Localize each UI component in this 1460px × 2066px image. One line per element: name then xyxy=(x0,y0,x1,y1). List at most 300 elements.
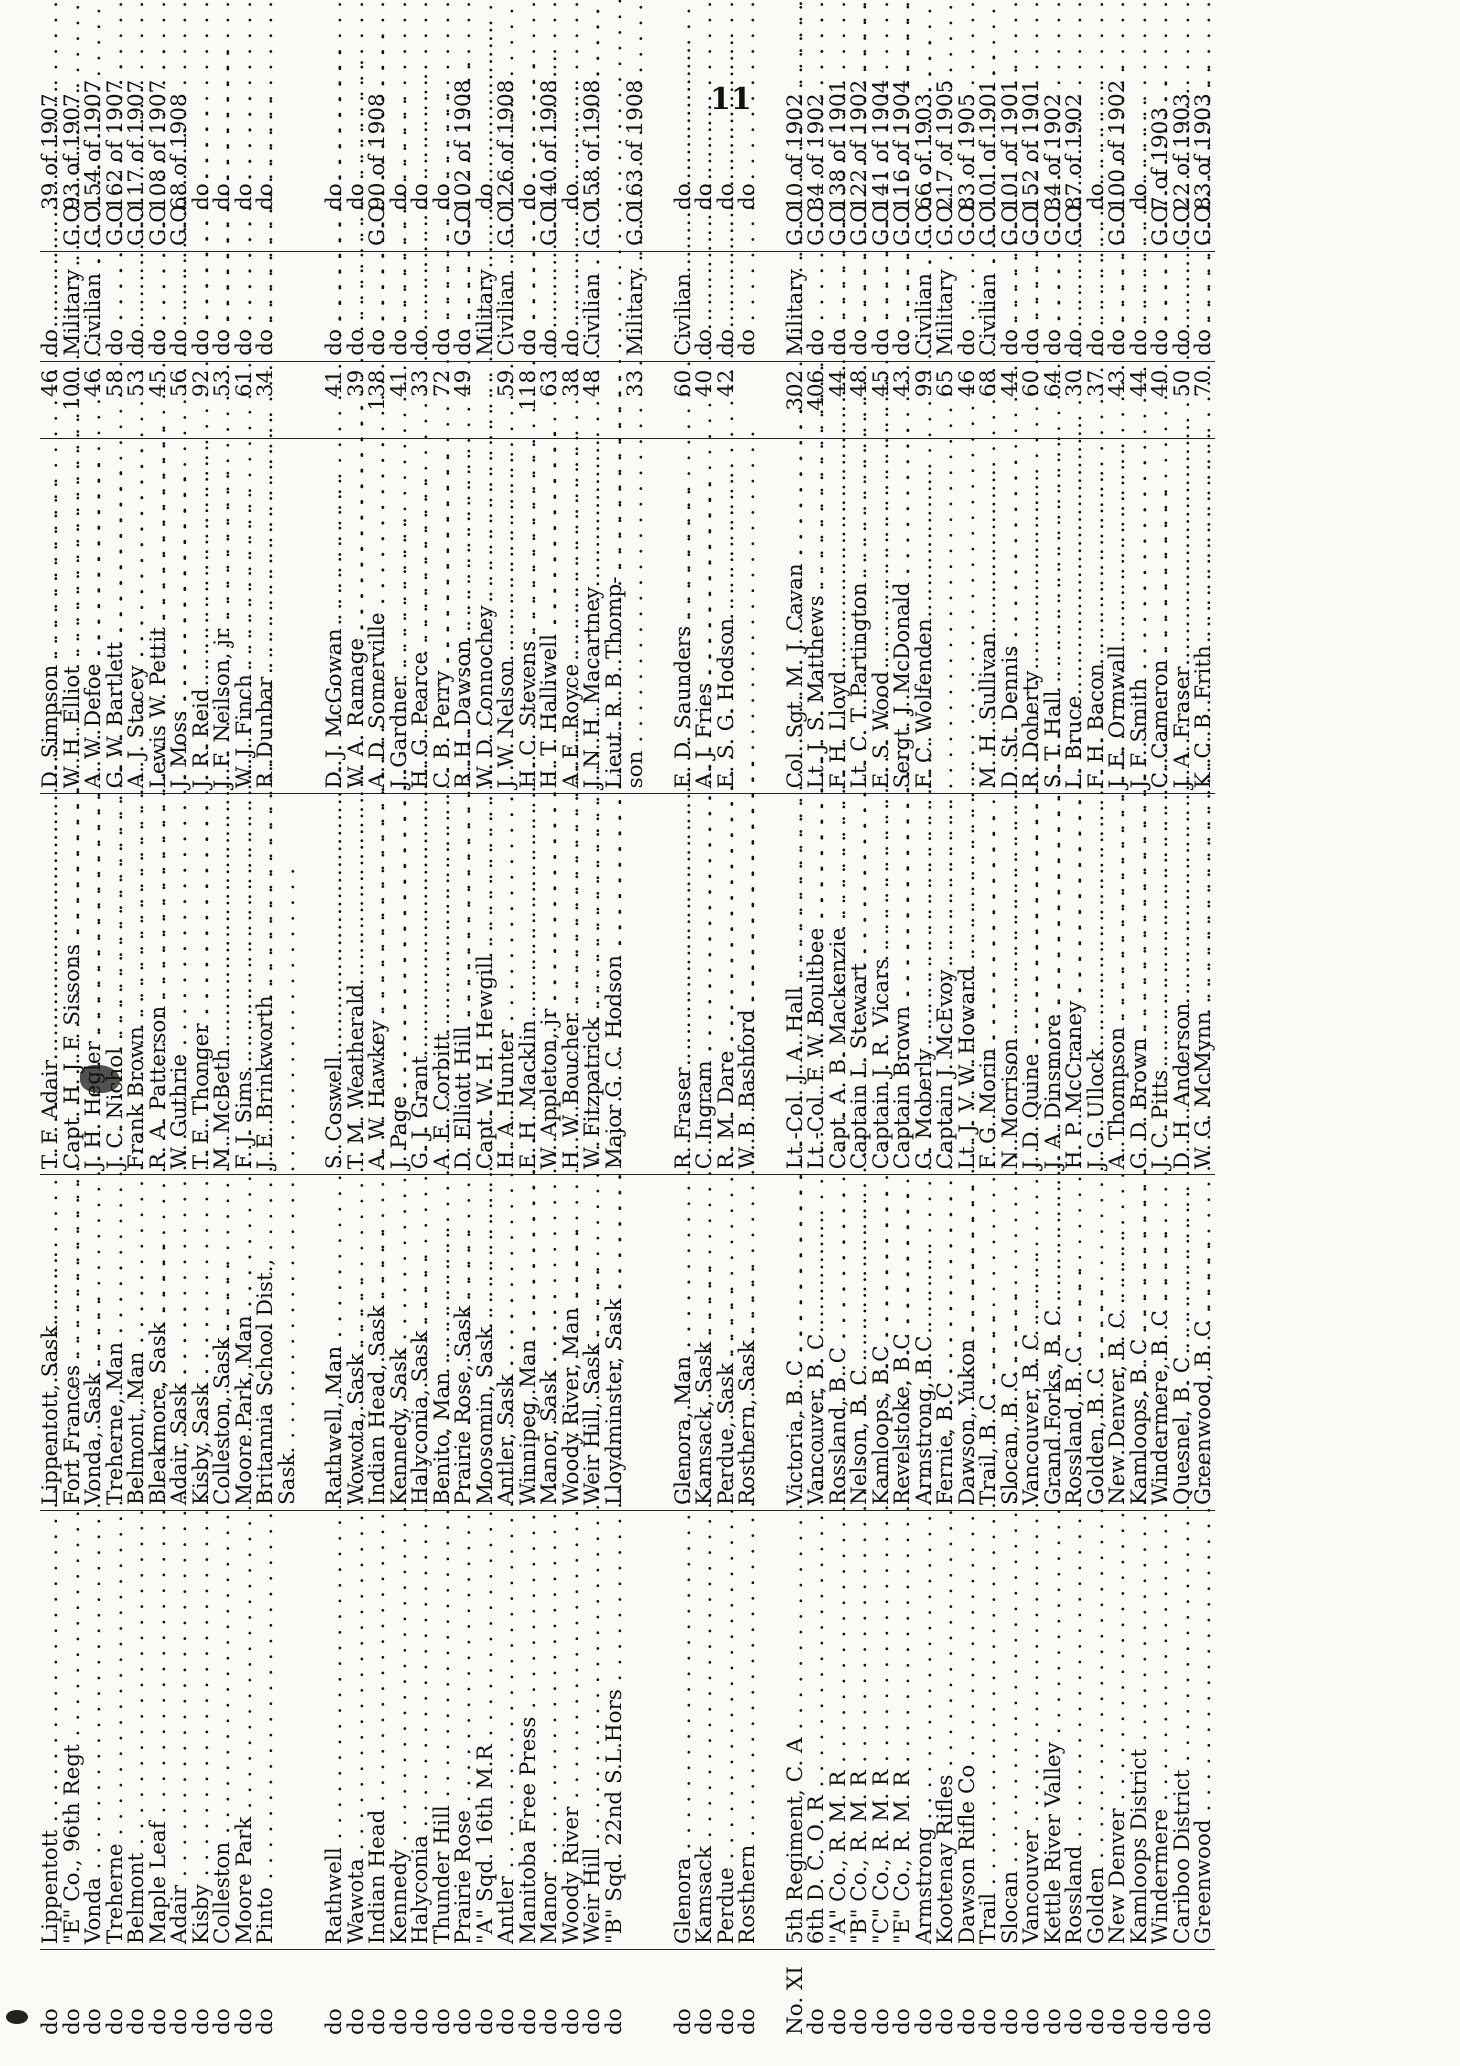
members-cell-text: 92 xyxy=(188,369,214,398)
secretary-cell xyxy=(670,439,696,794)
order-text: 22 of 1903 xyxy=(1169,93,1195,210)
go-tag: G.O. xyxy=(847,199,872,246)
secretary-cell-text: A. D. Somerville . . . xyxy=(365,33,390,789)
type-cell-text: do . . . xyxy=(103,0,128,356)
captain-cell-text: W. Guthrie . . . xyxy=(167,474,192,1169)
order-text: do xyxy=(386,183,412,210)
go-tag: G.O. xyxy=(782,199,808,246)
association-name-cell-text: Manor . . . xyxy=(537,1292,562,1944)
district-cell xyxy=(1040,1950,1066,2040)
association-name-cell xyxy=(496,1511,518,1950)
order-text: do xyxy=(210,183,235,210)
captain-cell xyxy=(496,794,518,1175)
table-row xyxy=(716,90,738,2040)
go-tag: G.O. xyxy=(976,199,1001,246)
go-tag: G.O. xyxy=(102,199,128,246)
order-text: 34 of 1902 xyxy=(1040,93,1066,210)
go-tag: G.O. xyxy=(580,199,605,246)
post-office-cell-text: Rossland, B. C . . . xyxy=(1062,767,1087,1505)
post-office-cell xyxy=(737,1175,759,1511)
post-office-cell xyxy=(126,1175,148,1511)
district-cell xyxy=(539,1950,561,2040)
district-cell-text: do xyxy=(804,2008,829,2035)
secretary-cell xyxy=(625,439,647,794)
association-name-cell xyxy=(472,1511,498,1950)
secretary-cell xyxy=(429,439,455,794)
go-tag: G.O. xyxy=(167,199,192,246)
secretary-cell xyxy=(145,439,171,794)
district-cell xyxy=(1064,1950,1086,2040)
general-order-cell xyxy=(1150,90,1172,251)
secretary-cell xyxy=(277,439,299,794)
captain-cell xyxy=(892,794,914,1175)
order-text: 68 of 1908 xyxy=(167,93,192,210)
table-row xyxy=(191,90,213,2040)
general-order-cell xyxy=(1169,90,1195,251)
association-name-cell xyxy=(1107,1511,1129,1950)
general-order-cell xyxy=(997,79,1023,251)
type-cell-text: do . . . xyxy=(322,0,347,356)
type-cell-text: do . . . xyxy=(253,0,278,356)
captain-cell-text: Capt. A. B. Mackenzie . . . xyxy=(826,348,851,1169)
secretary-cell xyxy=(231,439,257,794)
association-name-cell-text: 6th D. C. O. R . . . xyxy=(804,1216,829,1944)
association-name-cell xyxy=(601,1511,627,1950)
type-cell-text: do . . . xyxy=(1041,0,1066,356)
table-row xyxy=(957,90,979,2040)
association-name-cell-text: Maple Leaf . . . xyxy=(146,1242,171,1945)
district-cell-text: do xyxy=(1105,2008,1130,2035)
post-office-cell-text: Greenwood, B. C . . . xyxy=(1191,741,1216,1505)
district-cell xyxy=(1083,1950,1109,2040)
secretary-cell-text: J. F. Smith . . . xyxy=(1127,98,1152,788)
captain-cell xyxy=(343,794,369,1175)
association-name-cell-text: Woody River . . . xyxy=(559,1227,584,1944)
members-cell xyxy=(277,361,299,438)
post-office-cell-text: Benito, Man . . . xyxy=(430,792,455,1505)
captain-cell-text: D. Elliott Hill . . . xyxy=(451,447,476,1170)
order-text: 158 of 1908 xyxy=(580,79,605,210)
order-text: 100 of 1902 xyxy=(1105,79,1130,210)
secretary-cell-text: R. Doherty . . . xyxy=(1019,91,1044,788)
association-name-cell-text: Indian Head . . . xyxy=(365,1230,390,1944)
district-cell xyxy=(849,1950,871,2040)
association-name-cell xyxy=(935,1511,957,1950)
association-name-cell xyxy=(1126,1511,1152,1950)
association-name-cell-text: Rathwell . . . xyxy=(322,1268,347,1945)
captain-cell xyxy=(601,794,627,1175)
type-cell-text: do . . . xyxy=(232,0,257,356)
type-cell xyxy=(1126,251,1152,361)
district-cell-text: do xyxy=(386,2008,412,2035)
order-text: do xyxy=(429,183,455,210)
table-row xyxy=(475,90,497,2040)
association-name-cell-text: Cariboo District . . . xyxy=(1170,1190,1195,1944)
association-name-cell-text: Pinto . . . xyxy=(253,1308,278,1945)
captain-cell-text: R. Fraser . . . xyxy=(671,488,696,1170)
captain-cell-text: W. B. Bashford . . . xyxy=(735,430,760,1170)
secretary-cell-text: K. C. B. Frith . . . xyxy=(1191,66,1216,789)
type-cell xyxy=(1107,251,1129,361)
post-office-cell-text: Moore Park, Man . . . xyxy=(232,736,257,1505)
secretary-cell xyxy=(324,439,346,794)
table-row xyxy=(105,90,127,2040)
association-name-cell-text: Kamsack . . . xyxy=(692,1266,717,1944)
post-office-cell-text: Trail, B. C . . . xyxy=(976,815,1001,1506)
captain-cell-text: J. E. Brinkworth . . . xyxy=(253,416,278,1170)
post-office-cell-text: Winnipeg, Man . . . xyxy=(516,760,541,1506)
type-cell-text: Civilian . . . xyxy=(494,0,519,356)
post-office-cell-text: Kisby, Sask . . . xyxy=(189,803,214,1505)
order-text: do xyxy=(713,183,739,210)
district-cell-text: do xyxy=(1019,2008,1044,2035)
captain-cell xyxy=(954,794,980,1175)
type-cell-text: do . . . xyxy=(167,0,192,356)
captain-cell xyxy=(212,794,234,1175)
post-office-cell xyxy=(1107,1175,1129,1511)
captain-cell xyxy=(935,794,957,1175)
post-office-cell xyxy=(694,1175,716,1511)
general-order-cell xyxy=(169,90,191,251)
association-name-cell xyxy=(169,1511,191,1950)
type-cell-text: do . . . xyxy=(189,0,214,356)
post-office-cell-text: Vancouver, B. C . . . xyxy=(1019,754,1044,1505)
type-cell xyxy=(1169,251,1195,361)
table-row xyxy=(367,90,389,2040)
type-cell-text: do . . . xyxy=(998,0,1023,356)
association-name-cell xyxy=(1064,1511,1086,1950)
order-text: 93 of 1907 xyxy=(59,93,85,210)
secretary-cell-text: D. J. McGowan . . . xyxy=(322,49,347,789)
table-row xyxy=(62,90,84,2040)
association-name-cell xyxy=(40,1511,62,1950)
post-office-cell xyxy=(625,1175,647,1511)
captain-cell-text: R. A. Patterson . . . xyxy=(146,426,171,1169)
district-cell xyxy=(496,1950,518,2040)
post-office-cell-text: Fort Frances . . . xyxy=(60,785,85,1505)
captain-cell-text: E. H. Macklin . . . xyxy=(516,440,541,1169)
association-name-cell-text: Rossland . . . xyxy=(1062,1266,1087,1944)
district-cell-text: do xyxy=(515,2008,541,2035)
association-name-cell-text: Kettle River Valley . . . xyxy=(1041,1162,1066,1944)
post-office-cell-text: Grand Forks, B. C . . . xyxy=(1041,730,1066,1505)
district-cell-text: do xyxy=(188,2008,214,2035)
table-row xyxy=(410,90,432,2040)
type-cell xyxy=(954,251,980,361)
district-cell xyxy=(83,1950,105,2040)
post-office-cell-text: Rathwell, Man . . . xyxy=(322,766,347,1505)
secretary-cell xyxy=(1107,439,1129,794)
secretary-cell-text: F. C. Wolfenden . . . xyxy=(912,39,937,789)
captain-cell xyxy=(1126,794,1152,1175)
captain-cell-text: H. A. Hunter . . . xyxy=(494,450,519,1169)
post-office-cell xyxy=(188,1175,214,1511)
table-row xyxy=(1193,90,1215,2040)
order-text: 39 of 1907 xyxy=(38,93,63,210)
association-name-cell xyxy=(1193,1511,1215,1950)
general-order-cell xyxy=(954,90,980,251)
go-tag: G.O. xyxy=(868,199,894,246)
association-name-cell-text: Armstrong . . . xyxy=(912,1248,937,1944)
district-cell xyxy=(806,1950,828,2040)
association-name-cell xyxy=(694,1511,716,1950)
district-cell xyxy=(277,1950,299,2040)
order-text: 10 of 1902 xyxy=(782,93,808,210)
secretary-cell-text: Sergt. J. McDonald . . . xyxy=(890,3,915,789)
post-office-cell-text: Kennedy, Sask . . . xyxy=(387,768,412,1505)
secretary-cell xyxy=(367,439,389,794)
type-cell xyxy=(849,251,871,361)
type-cell-text: do . . . xyxy=(1105,0,1130,356)
captain-cell xyxy=(1021,794,1043,1175)
post-office-cell-text: Weir Hill, Sask . . . xyxy=(580,764,605,1505)
association-name-cell-text: 5th Regiment, C. A . . . xyxy=(783,1158,808,1944)
secretary-cell xyxy=(212,439,234,794)
post-office-cell xyxy=(324,1175,346,1511)
order-text: do xyxy=(408,183,433,210)
secretary-cell-text: J. Moss . . . xyxy=(167,131,192,788)
type-cell-text: do . . . xyxy=(451,0,476,356)
secretary-cell-text: W. D. Connochey . . . xyxy=(473,26,498,789)
captain-cell-text: Captain L. Stewart . . . xyxy=(847,383,872,1169)
association-name-cell xyxy=(558,1511,584,1950)
post-office-cell-text: Fernie, B.C . . . xyxy=(933,802,958,1505)
secretary-cell-text: G. W. Bartlett . . . xyxy=(103,62,128,788)
post-office-cell xyxy=(453,1175,475,1511)
association-name-cell-text: Thunder Hill . . . xyxy=(430,1226,455,1945)
members-cell-text: 38 xyxy=(558,369,584,398)
captain-cell xyxy=(410,794,432,1175)
go-tag: G.O. xyxy=(1105,199,1130,246)
district-cell-text: do xyxy=(145,2008,171,2035)
go-tag: G.O. xyxy=(451,199,476,246)
table-row xyxy=(673,90,695,2040)
type-cell xyxy=(713,251,739,361)
captain-cell xyxy=(625,794,647,1175)
type-cell xyxy=(367,251,389,361)
post-office-cell-text: Dawson, Yukon . . . xyxy=(955,759,980,1505)
secretary-cell xyxy=(1193,439,1215,794)
table-row xyxy=(892,90,914,2040)
district-cell xyxy=(59,1950,85,2040)
post-office-cell xyxy=(367,1175,389,1511)
post-office-cell-text: Rosthern, Sask . . . xyxy=(735,761,760,1506)
table-row xyxy=(518,90,540,2040)
secretary-cell-text: D. Simpson . . . xyxy=(38,85,63,788)
table-row xyxy=(1129,90,1151,2040)
table-row xyxy=(234,90,256,2040)
type-cell-text: do . . . xyxy=(387,0,412,356)
captain-cell xyxy=(126,794,148,1175)
table-row xyxy=(561,90,583,2040)
secretary-cell-text: D. St. Dennis . . . xyxy=(998,66,1023,788)
members-cell-text: 46 xyxy=(954,369,980,398)
association-name-cell-text: Trail . . . xyxy=(976,1313,1001,1944)
members-cell-text: 37 xyxy=(1083,369,1109,398)
table-row xyxy=(1086,90,1108,2040)
post-office-cell-text: Slocan, B. C . . . xyxy=(998,792,1023,1505)
captain-cell xyxy=(386,794,412,1175)
captain-cell-text: Lt.-Col. F. W. Boultbee . . . xyxy=(804,348,829,1169)
order-text: 140 of 1908 xyxy=(537,79,562,210)
post-office-cell-text: Rossland, B. C . . . xyxy=(826,767,851,1505)
post-office-cell xyxy=(978,1175,1000,1511)
members-cell-text: 49 xyxy=(451,369,476,398)
association-name-cell-text: Golden . . . xyxy=(1084,1287,1109,1944)
type-cell-text: Civilian . . . xyxy=(976,0,1001,356)
captain-cell-text: H. P. McCraney . . . xyxy=(1062,421,1087,1169)
captain-cell-text: J. C. Pitts . . . xyxy=(1148,490,1173,1169)
secretary-cell xyxy=(558,439,584,794)
post-office-cell xyxy=(169,1175,191,1511)
post-office-cell xyxy=(601,1175,627,1511)
general-order-cell xyxy=(782,90,808,251)
order-text: do xyxy=(231,183,257,210)
captain-cell xyxy=(145,794,171,1175)
captain-cell xyxy=(670,794,696,1175)
post-office-cell-text: Vonda, Sask . . . xyxy=(81,793,106,1505)
captain-cell xyxy=(83,794,105,1175)
secretary-cell xyxy=(126,439,148,794)
group-spacer xyxy=(759,90,785,2040)
secretary-cell xyxy=(601,439,627,794)
association-name-cell xyxy=(806,1511,828,1950)
type-cell xyxy=(1193,251,1215,361)
members-cell-text: 138 xyxy=(365,369,390,411)
post-office-cell-text: Adair, Sask . . . xyxy=(167,803,192,1505)
type-cell-text: Military . . . xyxy=(60,0,85,356)
order-text: 108 of 1907 xyxy=(145,79,171,210)
table-row xyxy=(849,90,871,2040)
association-name-cell-text: Vonda . . . xyxy=(81,1297,106,1944)
post-office-cell xyxy=(582,1175,604,1511)
captain-cell xyxy=(978,794,1000,1175)
type-cell xyxy=(892,251,914,361)
captain-cell-text: Captain Brown . . . xyxy=(890,426,915,1169)
captain-cell-text: Captain J. McEvoy . . . xyxy=(933,390,958,1169)
association-name-cell-text: "B" Sqd. 22nd S.L.Hors . . . xyxy=(602,1109,627,1944)
table-row xyxy=(785,90,807,2040)
secretary-cell xyxy=(806,439,828,794)
members-cell-text: 70 xyxy=(1191,369,1216,398)
type-cell xyxy=(997,251,1023,361)
association-name-cell-text: Kamloops District . . . xyxy=(1127,1169,1152,1944)
post-office-cell xyxy=(1169,1175,1195,1511)
type-cell-text: do . . . xyxy=(955,0,980,356)
district-cell-text: do xyxy=(825,2008,851,2035)
district-cell-text: do xyxy=(670,2008,696,2035)
table-row xyxy=(1150,90,1172,2040)
district-cell xyxy=(892,1950,914,2040)
secretary-cell xyxy=(911,439,937,794)
captain-cell-text: J. Page . . . xyxy=(387,516,412,1169)
captain-cell-text: Captain J. R. Vicars . . . xyxy=(869,379,894,1169)
association-name-cell-text: Wawota . . . xyxy=(344,1279,369,1945)
association-name-cell-text: Vancouver . . . xyxy=(1019,1250,1044,1944)
post-office-cell xyxy=(472,1175,498,1511)
post-office-cell-text: Wowota, Sask . . . xyxy=(344,774,369,1505)
post-office-cell xyxy=(83,1175,105,1511)
secretary-cell xyxy=(978,439,1000,794)
secretary-cell-text: H. T. Halliwell . . . xyxy=(537,54,562,788)
general-order-cell xyxy=(911,90,937,251)
go-tag: G.O. xyxy=(1148,199,1173,246)
captain-cell xyxy=(694,794,716,1175)
district-cell xyxy=(935,1950,957,2040)
type-cell-text: do . . . xyxy=(847,0,872,356)
secretary-cell xyxy=(386,439,412,794)
type-cell-text: do . . . xyxy=(804,0,829,356)
type-cell-text: Civilian . . . xyxy=(81,0,106,356)
secretary-cell xyxy=(582,439,604,794)
secretary-cell xyxy=(453,439,475,794)
members-cell-text: 100 xyxy=(59,369,85,411)
association-name-cell xyxy=(255,1511,277,1950)
post-office-cell xyxy=(868,1175,894,1511)
captain-cell-text: W. Appleton, jr . . . xyxy=(537,429,562,1169)
order-text: 34 of 1902 xyxy=(804,93,829,210)
district-cell xyxy=(386,1950,412,2040)
district-cell-text: do xyxy=(580,2008,605,2035)
association-name-cell xyxy=(782,1511,808,1950)
post-office-cell-text: Victoria, B. C . . . xyxy=(783,780,808,1505)
post-office-cell xyxy=(1193,1175,1215,1511)
type-cell-text: do . . . xyxy=(38,0,63,356)
district-cell xyxy=(126,1950,148,2040)
captain-cell-text: Capt. H. J. F. Sissons . . . xyxy=(60,364,85,1169)
post-office-cell xyxy=(343,1175,369,1511)
group-spacer xyxy=(647,90,673,2040)
post-office-cell xyxy=(782,1175,808,1511)
association-name-cell-text: New Denver . . . xyxy=(1105,1229,1130,1944)
secretary-cell-text: H. C. Stevens . . . xyxy=(516,61,541,788)
captain-cell-text: D. H. Anderson . . . xyxy=(1170,423,1195,1169)
type-cell xyxy=(825,251,851,361)
members-cell-text: 302 xyxy=(782,369,808,411)
members-cell-text: 41 xyxy=(322,369,347,398)
captain-cell xyxy=(1193,794,1215,1175)
district-cell-text: do xyxy=(601,2008,627,2035)
type-cell-text: do . . . xyxy=(1019,0,1044,356)
district-cell-text: do xyxy=(933,2008,958,2035)
association-name-cell xyxy=(670,1511,696,1950)
association-name-cell-text: Halyconia . . . xyxy=(408,1255,433,1944)
post-office-cell-text: Sask. . . . xyxy=(275,867,300,1505)
association-name-cell xyxy=(737,1511,759,1950)
type-cell-text: do . . . xyxy=(869,0,894,356)
type-cell-text: Civilian . . . xyxy=(671,0,696,356)
captain-cell-text: G. J. Grant . . . xyxy=(408,476,433,1169)
members-cell-text: 43 xyxy=(1105,369,1130,398)
general-order-cell xyxy=(494,79,519,251)
post-office-cell-text: Manor, Sask . . . xyxy=(537,790,562,1505)
captain-cell xyxy=(1083,794,1109,1175)
captain-cell-text: G. D. Brown . . . xyxy=(1127,458,1152,1169)
secretary-cell xyxy=(40,439,62,794)
secretary-cell-text: J. E. Ormwall . . . xyxy=(1105,65,1130,788)
members-cell-text: 53 xyxy=(210,369,235,398)
members-cell-text: 48 xyxy=(580,369,605,398)
secretary-cell-text: J. R. Reid . . . xyxy=(189,109,214,789)
type-cell xyxy=(188,251,214,361)
district-cell xyxy=(255,1950,277,2040)
type-cell-text: do . . . xyxy=(1148,0,1173,356)
association-name-cell-text: Antler . . . xyxy=(494,1296,519,1944)
district-cell-text: do xyxy=(408,2008,433,2035)
district-cell xyxy=(582,1950,604,2040)
district-cell xyxy=(429,1950,455,2040)
type-cell-text: do . . . xyxy=(890,0,915,356)
